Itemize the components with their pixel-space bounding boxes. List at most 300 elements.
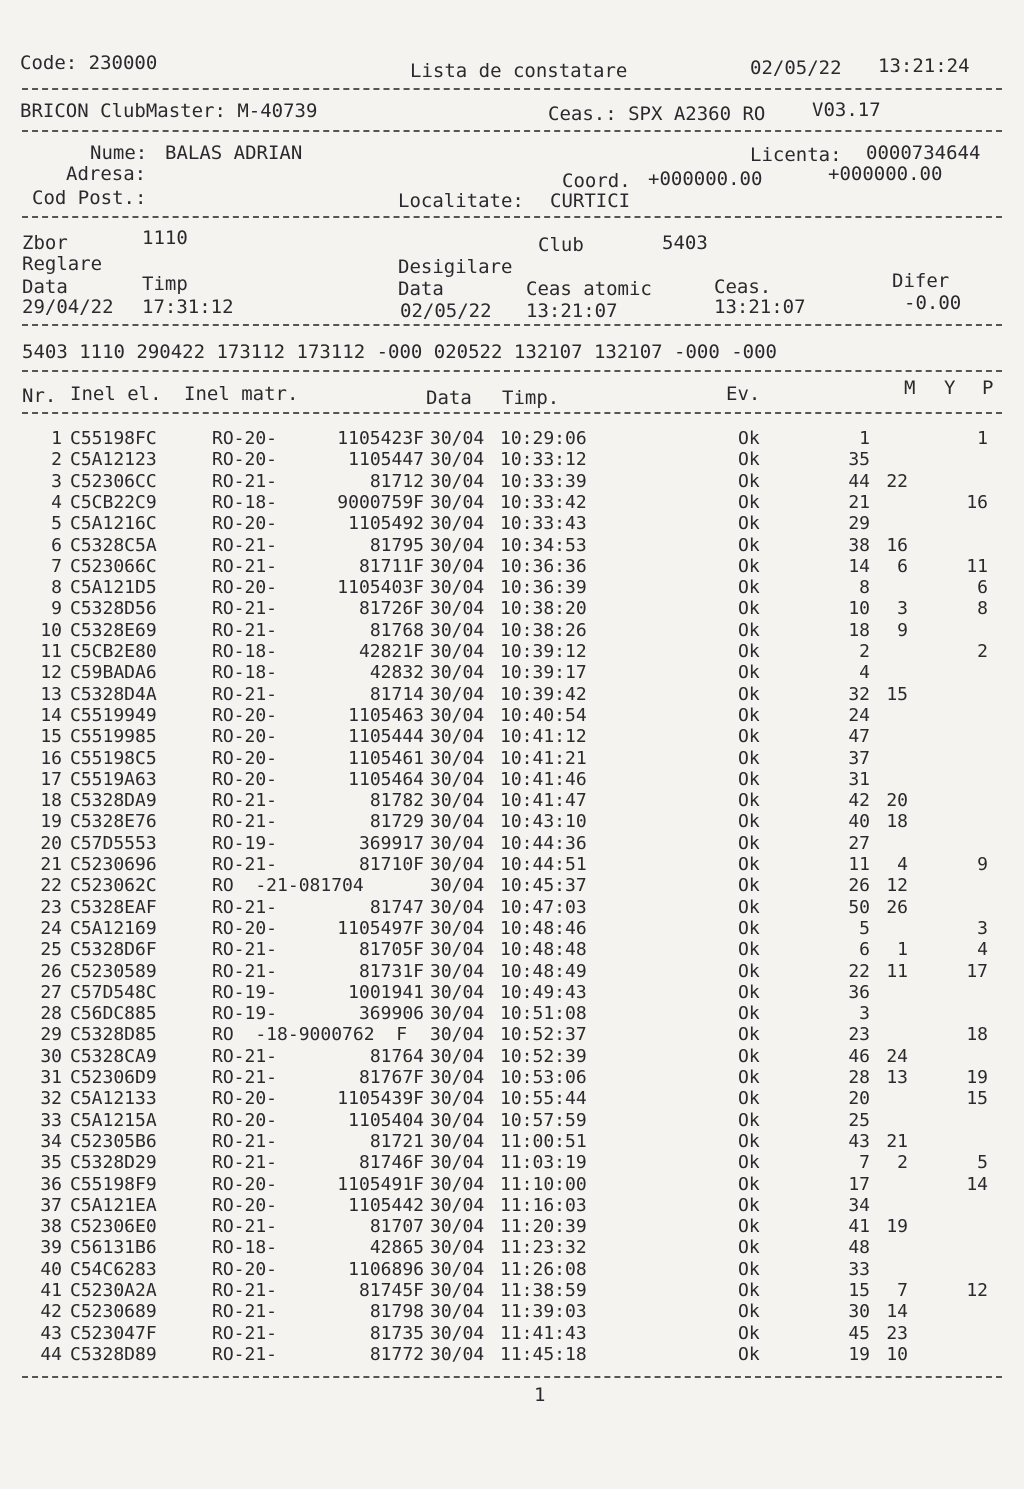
col-y: Y <box>944 377 956 399</box>
row-nr: 32 <box>40 1088 62 1110</box>
row-nr: 22 <box>40 875 62 897</box>
row-event: Ok <box>738 790 760 812</box>
row-time: 10:33:42 <box>500 491 587 513</box>
row-date: 30/04 <box>430 747 485 769</box>
row-event: Ok <box>738 875 760 897</box>
coord-y: +000000.00 <box>828 163 943 185</box>
row-ring-number: 81726F <box>358 598 424 620</box>
col-ring-number: Inel matr. <box>184 383 299 405</box>
row-event: Ok <box>738 1045 760 1067</box>
row-nr: 25 <box>40 939 62 961</box>
row-m: 17 <box>848 1173 870 1195</box>
row-y: 19 <box>886 1216 908 1238</box>
row-electronic-ring: C5A1216C <box>70 513 157 535</box>
row-electronic-ring: C5CB22C9 <box>70 491 157 513</box>
row-electronic-ring: C55198F9 <box>70 1173 157 1195</box>
row-time: 10:38:26 <box>500 619 587 641</box>
row-event: Ok <box>738 896 760 918</box>
row-ring-number: 81721 <box>369 1130 424 1152</box>
row-ring-number: 81707 <box>369 1216 424 1238</box>
row-m: 50 <box>848 896 870 918</box>
row-m: 31 <box>848 768 870 790</box>
row-ring-number: 81710F <box>358 854 424 875</box>
table-row <box>0 1067 1024 1088</box>
row-time: 11:00:51 <box>500 1130 587 1152</box>
post-code-label: Cod Post.: <box>32 187 147 209</box>
license-number: 0000734644 <box>866 142 981 164</box>
table-row <box>0 1280 1024 1301</box>
row-m: 35 <box>848 449 870 471</box>
row-nr: 8 <box>51 577 62 599</box>
row-electronic-ring: C5328E69 <box>70 619 157 641</box>
row-electronic-ring: C5328E76 <box>70 811 157 833</box>
row-y: 4 <box>897 854 908 875</box>
row-electronic-ring: C5519949 <box>70 704 157 726</box>
code-label: Code: 230000 <box>20 52 158 74</box>
row-event: Ok <box>738 1237 760 1259</box>
row-nr: 12 <box>40 662 62 684</box>
row-event: Ok <box>738 1343 760 1365</box>
table-row <box>0 918 1024 939</box>
row-ring-prefix: RO-20- <box>212 917 278 939</box>
separator <box>22 216 1002 218</box>
row-date: 30/04 <box>430 619 485 641</box>
table-row <box>0 1195 1024 1216</box>
row-nr: 1 <box>51 428 62 449</box>
row-time: 10:51:08 <box>500 1003 587 1025</box>
row-ring-prefix: RO-18- <box>212 641 278 662</box>
row-ring-number: 81711F <box>358 555 424 577</box>
col-p: P <box>982 377 994 399</box>
row-time: 10:33:43 <box>500 513 587 535</box>
setting-time: 17:31:12 <box>142 296 234 318</box>
row-date: 30/04 <box>430 1216 485 1238</box>
row-y: 1 <box>897 939 908 961</box>
row-time: 11:45:18 <box>500 1343 587 1365</box>
row-nr: 39 <box>40 1237 62 1259</box>
row-nr: 33 <box>40 1109 62 1131</box>
row-date: 30/04 <box>430 1024 485 1046</box>
row-nr: 37 <box>40 1194 62 1216</box>
row-electronic-ring: C5328D29 <box>70 1152 157 1174</box>
row-nr: 13 <box>40 683 62 705</box>
row-date: 30/04 <box>430 1109 485 1131</box>
row-ring-prefix: RO-21- <box>212 790 278 812</box>
row-event: Ok <box>738 491 760 513</box>
row-event: Ok <box>738 854 760 875</box>
row-event: Ok <box>738 1258 760 1280</box>
row-m: 37 <box>848 747 870 769</box>
row-date: 30/04 <box>430 513 485 535</box>
row-electronic-ring: C57D5553 <box>70 832 157 854</box>
row-electronic-ring: C5CB2E80 <box>70 641 157 662</box>
row-date: 30/04 <box>430 555 485 577</box>
row-time: 10:52:39 <box>500 1045 587 1067</box>
row-time: 11:26:08 <box>500 1258 587 1280</box>
row-m: 8 <box>859 577 870 599</box>
row-p: 17 <box>966 960 988 982</box>
row-ring-number: 1105491F <box>337 1173 424 1195</box>
row-y: 13 <box>886 1067 908 1088</box>
row-electronic-ring: C52306E0 <box>70 1216 157 1238</box>
row-p: 5 <box>977 1152 988 1174</box>
row-p: 11 <box>966 555 988 577</box>
row-date: 30/04 <box>430 428 485 449</box>
row-m: 40 <box>848 811 870 833</box>
row-date: 30/04 <box>430 449 485 471</box>
table-row <box>0 1088 1024 1109</box>
row-ring-prefix: RO-21- <box>212 1216 278 1238</box>
row-electronic-ring: C5328EAF <box>70 896 157 918</box>
table-row <box>0 492 1024 513</box>
row-time: 11:23:32 <box>500 1237 587 1259</box>
row-event: Ok <box>738 1024 760 1046</box>
row-m: 43 <box>848 1130 870 1152</box>
row-date: 30/04 <box>430 662 485 684</box>
row-ring-number: 369906 <box>358 1003 424 1025</box>
separator <box>22 412 1002 414</box>
table-row <box>0 556 1024 577</box>
table-row <box>0 748 1024 769</box>
row-event: Ok <box>738 1152 760 1174</box>
row-ring-number: 81731F <box>358 960 424 982</box>
row-nr: 43 <box>40 1322 62 1344</box>
row-ring-prefix: RO-21- <box>212 534 278 556</box>
row-time: 10:41:47 <box>500 790 587 812</box>
row-time: 10:33:39 <box>500 470 587 492</box>
row-date: 30/04 <box>430 811 485 833</box>
row-ring-number: 42865 <box>369 1237 424 1259</box>
setting-label: Reglare <box>22 253 103 275</box>
row-ring-number: 81747 <box>369 896 424 918</box>
row-p: 4 <box>977 939 988 961</box>
row-m: 1 <box>859 428 870 449</box>
row-y: 16 <box>886 534 908 556</box>
row-m: 47 <box>848 726 870 748</box>
row-p: 3 <box>977 917 988 939</box>
row-ring-prefix: RO-20- <box>212 428 278 449</box>
table-row <box>0 598 1024 619</box>
table-row <box>0 1259 1024 1280</box>
row-time: 10:48:46 <box>500 917 587 939</box>
row-ring-prefix: RO-21- <box>212 1045 278 1067</box>
row-time: 10:36:39 <box>500 577 587 599</box>
row-date: 30/04 <box>430 598 485 620</box>
row-nr: 18 <box>40 790 62 812</box>
row-ring-number: 81767F <box>358 1067 424 1088</box>
row-date: 30/04 <box>430 832 485 854</box>
table-row <box>0 790 1024 811</box>
report-time: 13:21:24 <box>878 55 970 77</box>
row-m: 27 <box>848 832 870 854</box>
row-ring-prefix: RO-21- <box>212 683 278 705</box>
setting-time-label: Timp <box>142 273 188 295</box>
row-nr: 5 <box>51 513 62 535</box>
row-y: 11 <box>886 960 908 982</box>
row-time: 11:39:03 <box>500 1301 587 1323</box>
row-time: 10:57:59 <box>500 1109 587 1131</box>
row-date: 30/04 <box>430 1088 485 1110</box>
row-m: 20 <box>848 1088 870 1110</box>
setting-date: 29/04/22 <box>22 296 114 318</box>
row-electronic-ring: C5328D89 <box>70 1343 157 1365</box>
table-row <box>0 471 1024 492</box>
table-row <box>0 833 1024 854</box>
row-nr: 44 <box>40 1343 62 1365</box>
row-nr: 10 <box>40 619 62 641</box>
row-nr: 9 <box>51 598 62 620</box>
row-time: 10:33:12 <box>500 449 587 471</box>
row-time: 10:38:20 <box>500 598 587 620</box>
row-ring-number: 9000759F <box>337 491 424 513</box>
row-ring-prefix: RO-21- <box>212 1152 278 1174</box>
row-ring-prefix: RO-21- <box>212 470 278 492</box>
row-ring-prefix: RO-20- <box>212 449 278 471</box>
row-date: 30/04 <box>430 1045 485 1067</box>
row-y: 9 <box>897 619 908 641</box>
row-ring-number: 1105461 <box>348 747 424 769</box>
row-electronic-ring: C56DC885 <box>70 1003 157 1025</box>
row-electronic-ring: C5A121D5 <box>70 577 157 599</box>
row-event: Ok <box>738 683 760 705</box>
row-m: 6 <box>859 939 870 961</box>
row-ring-number: 81795 <box>369 534 424 556</box>
owner-name: BALAS ADRIAN <box>165 142 303 164</box>
row-event: Ok <box>738 726 760 748</box>
separator <box>22 1376 1002 1378</box>
row-nr: 26 <box>40 960 62 982</box>
row-date: 30/04 <box>430 1173 485 1195</box>
row-nr: 23 <box>40 896 62 918</box>
row-ring-number: 81714 <box>369 683 424 705</box>
row-ring-number: 369917 <box>358 832 424 854</box>
table-row <box>0 1323 1024 1344</box>
row-ring-prefix: RO-21- <box>212 854 278 875</box>
row-m: 23 <box>848 1024 870 1046</box>
row-event: Ok <box>738 981 760 1003</box>
row-ring-number: 1105492 <box>348 513 424 535</box>
row-ring-prefix: RO-21- <box>212 939 278 961</box>
row-event: Ok <box>738 428 760 449</box>
table-row <box>0 662 1024 683</box>
row-m: 44 <box>848 470 870 492</box>
row-electronic-ring: C5328D6F <box>70 939 157 961</box>
row-m: 25 <box>848 1109 870 1131</box>
table-row <box>0 513 1024 534</box>
separator <box>22 324 1002 326</box>
firmware-version: V03.17 <box>812 99 881 121</box>
row-date: 30/04 <box>430 1130 485 1152</box>
table-row <box>0 1174 1024 1195</box>
coord-x: +000000.00 <box>648 168 763 190</box>
col-electronic-ring: Inel el. <box>70 383 162 405</box>
row-date: 30/04 <box>430 470 485 492</box>
row-nr: 40 <box>40 1258 62 1280</box>
row-m: 22 <box>848 960 870 982</box>
license-label: Licenta: <box>750 144 842 166</box>
row-event: Ok <box>738 811 760 833</box>
row-date: 30/04 <box>430 726 485 748</box>
row-time: 10:36:36 <box>500 555 587 577</box>
row-nr: 20 <box>40 832 62 854</box>
time-difference: -0.00 <box>904 292 962 314</box>
table-row <box>0 1110 1024 1131</box>
row-nr: 14 <box>40 704 62 726</box>
row-time: 10:45:37 <box>500 875 587 897</box>
row-event: Ok <box>738 832 760 854</box>
row-y: 20 <box>886 790 908 812</box>
row-p: 15 <box>966 1088 988 1110</box>
row-date: 30/04 <box>430 790 485 812</box>
row-time: 10:44:51 <box>500 854 587 875</box>
row-ring-number: 1105423F <box>337 428 424 449</box>
row-nr: 38 <box>40 1216 62 1238</box>
row-time: 10:49:43 <box>500 981 587 1003</box>
row-electronic-ring: C5328CA9 <box>70 1045 157 1067</box>
row-event: Ok <box>738 704 760 726</box>
row-ring-number: 81798 <box>369 1301 424 1323</box>
row-time: 10:40:54 <box>500 704 587 726</box>
row-event: Ok <box>738 662 760 684</box>
table-row <box>0 428 1024 449</box>
row-ring-prefix: RO-21- <box>212 619 278 641</box>
table-row <box>0 449 1024 470</box>
table-row <box>0 982 1024 1003</box>
row-nr: 29 <box>40 1024 62 1046</box>
row-time: 10:47:03 <box>500 896 587 918</box>
row-p: 12 <box>966 1280 988 1301</box>
row-time: 11:16:03 <box>500 1194 587 1216</box>
row-m: 36 <box>848 981 870 1003</box>
row-date: 30/04 <box>430 939 485 961</box>
row-ring-prefix: RO-21- <box>212 960 278 982</box>
row-nr: 7 <box>51 555 62 577</box>
row-electronic-ring: C5328D56 <box>70 598 157 620</box>
row-time: 10:55:44 <box>500 1088 587 1110</box>
row-m: 30 <box>848 1301 870 1323</box>
row-m: 3 <box>859 1003 870 1025</box>
row-time: 10:53:06 <box>500 1067 587 1088</box>
row-time: 11:20:39 <box>500 1216 587 1238</box>
row-m: 19 <box>848 1343 870 1365</box>
unseal-label: Desigilare <box>398 256 513 278</box>
row-ring-prefix: RO-21- <box>212 1301 278 1323</box>
row-nr: 41 <box>40 1280 62 1301</box>
row-electronic-ring: C5328DA9 <box>70 790 157 812</box>
separator <box>22 130 1002 132</box>
row-m: 15 <box>848 1280 870 1301</box>
row-m: 11 <box>848 854 870 875</box>
row-electronic-ring: C5230589 <box>70 960 157 982</box>
row-date: 30/04 <box>430 641 485 662</box>
row-nr: 27 <box>40 981 62 1003</box>
row-p: 9 <box>977 854 988 875</box>
table-row <box>0 769 1024 790</box>
row-time: 10:44:36 <box>500 832 587 854</box>
row-date: 30/04 <box>430 768 485 790</box>
row-ring-prefix: RO-20- <box>212 1088 278 1110</box>
row-ring-prefix: RO-19- <box>212 832 278 854</box>
row-nr: 28 <box>40 1003 62 1025</box>
row-electronic-ring: C523066C <box>70 555 157 577</box>
row-time: 10:29:06 <box>500 428 587 449</box>
row-event: Ok <box>738 598 760 620</box>
row-m: 29 <box>848 513 870 535</box>
table-row <box>0 1237 1024 1258</box>
row-m: 4 <box>859 662 870 684</box>
row-m: 38 <box>848 534 870 556</box>
row-time: 11:10:00 <box>500 1173 587 1195</box>
row-electronic-ring: C52305B6 <box>70 1130 157 1152</box>
table-row <box>0 641 1024 662</box>
row-event: Ok <box>738 1173 760 1195</box>
separator <box>22 370 1002 372</box>
col-nr: Nr. <box>22 385 57 407</box>
row-electronic-ring: C54C6283 <box>70 1258 157 1280</box>
row-time: 10:41:12 <box>500 726 587 748</box>
row-m: 32 <box>848 683 870 705</box>
row-event: Ok <box>738 641 760 662</box>
row-ring-number: 1001941 <box>348 981 424 1003</box>
row-nr: 24 <box>40 917 62 939</box>
row-nr: 19 <box>40 811 62 833</box>
table-row <box>0 961 1024 982</box>
row-electronic-ring: C5230696 <box>70 854 157 875</box>
row-electronic-ring: C5328C5A <box>70 534 157 556</box>
row-ring-number: 1105403F <box>337 577 424 599</box>
name-label: Nume: <box>90 142 148 164</box>
row-event: Ok <box>738 939 760 961</box>
row-nr: 31 <box>40 1067 62 1088</box>
row-m: 10 <box>848 598 870 620</box>
difference-label: Difer <box>892 270 950 292</box>
row-event: Ok <box>738 917 760 939</box>
row-nr: 15 <box>40 726 62 748</box>
row-event: Ok <box>738 1067 760 1088</box>
row-ring-number: 1105447 <box>348 449 424 471</box>
row-date: 30/04 <box>430 1258 485 1280</box>
row-m: 33 <box>848 1258 870 1280</box>
table-row <box>0 726 1024 747</box>
row-date: 30/04 <box>430 1301 485 1323</box>
row-ring-number: 81729 <box>369 811 424 833</box>
row-ring-number: 1105439F <box>337 1088 424 1110</box>
row-event: Ok <box>738 1280 760 1301</box>
row-m: 18 <box>848 619 870 641</box>
clock-model: Ceas.: SPX A2360 RO <box>548 103 766 125</box>
row-y: 26 <box>886 896 908 918</box>
row-date: 30/04 <box>430 1280 485 1301</box>
row-ring-prefix: RO-19- <box>212 981 278 1003</box>
locality: CURTICI <box>550 190 631 212</box>
row-date: 30/04 <box>430 577 485 599</box>
row-ring-number: 1105497F <box>337 917 424 939</box>
row-ring-number: 42832 <box>369 662 424 684</box>
row-electronic-ring: C523047F <box>70 1322 157 1344</box>
row-time: 10:41:46 <box>500 768 587 790</box>
row-m: 34 <box>848 1194 870 1216</box>
row-nr: 6 <box>51 534 62 556</box>
row-event: Ok <box>738 960 760 982</box>
row-event: Ok <box>738 534 760 556</box>
row-event: Ok <box>738 1322 760 1344</box>
row-electronic-ring: C52306D9 <box>70 1067 157 1088</box>
row-date: 30/04 <box>430 1343 485 1365</box>
row-electronic-ring: C5328D85 <box>70 1024 157 1046</box>
row-event: Ok <box>738 1194 760 1216</box>
row-nr: 36 <box>40 1173 62 1195</box>
col-event: Ev. <box>726 383 761 405</box>
